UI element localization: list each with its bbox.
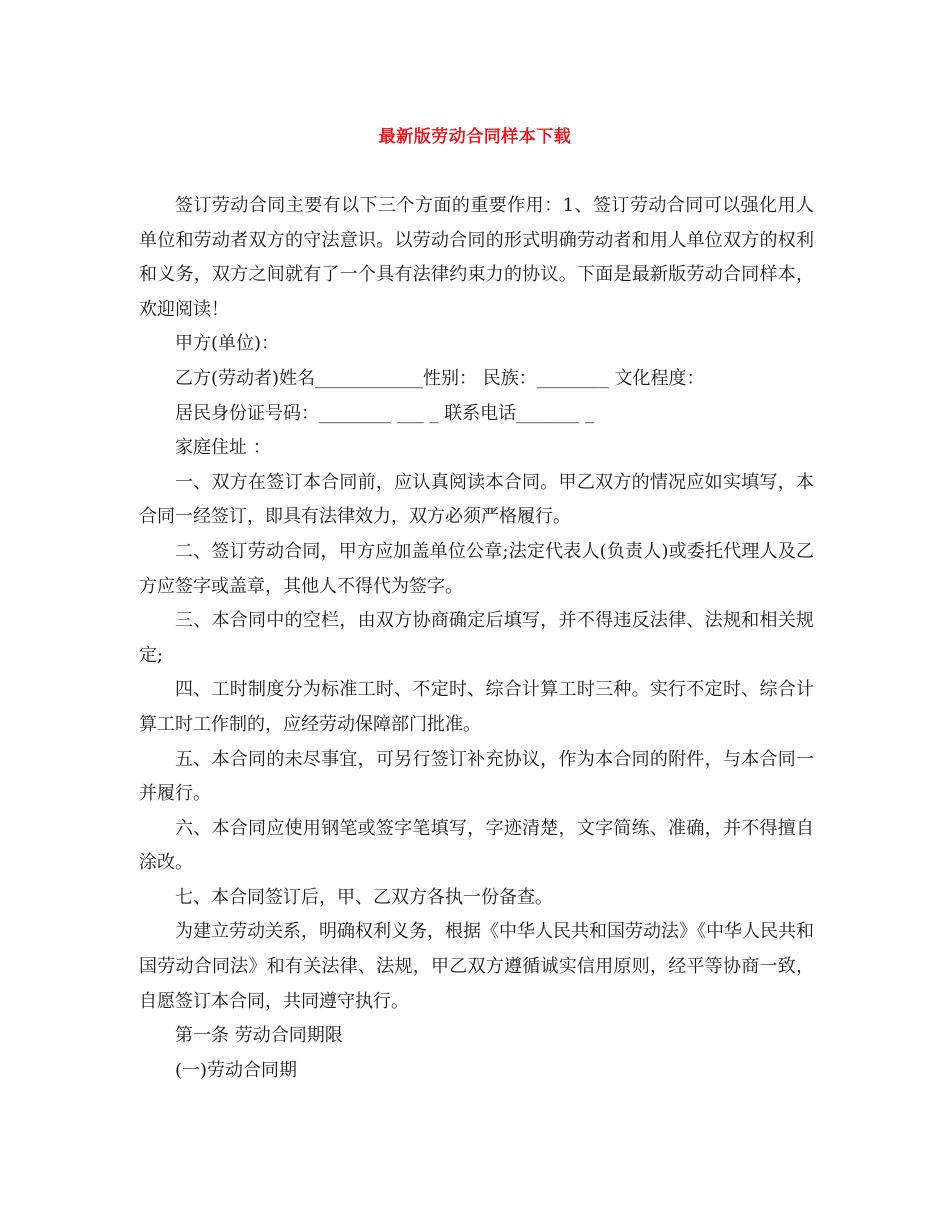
party-a-field: 甲方(单位)： (175, 333, 280, 355)
clause-5: 五、本合同的未尽事宜，可另行签订补充协议，作为本合同的附件，与本合同一并履行。 (139, 748, 814, 805)
clause-7: 七、本合同签订后，甲、乙双方各执一份备查。 (175, 886, 553, 908)
clause-2: 二、签订劳动合同，甲方应加盖单位公章;法定代表人(负责人)或委托代理人及乙方应签字或盖章，其他人不得代为签字。 (139, 540, 814, 597)
preamble-paragraph: 为建立劳动关系，明确权利义务，根据《中华人民共和国劳动法》《中华人民共和国劳动合同法》和有关法律、法规，甲乙双方遵循诚实信用原则，经平等协商一致，自愿签订本合同，共同遵守执行。 (139, 921, 814, 1012)
clause-3: 三、本合同中的空栏，由双方协商确定后填写，并不得违反法律、法规和相关规定; (139, 610, 814, 666)
article-1-heading: 第一条 劳动合同期限 (175, 1025, 343, 1047)
intro-paragraph: 签订劳动合同主要有以下三个方面的重要作用：1、签订劳动合同可以强化用人单位和劳动者双方的守法意识。以劳动合同的形式明确劳动者和用人单位双方的权利和义务，双方之间就有了一个具有法律约束力的协议。下面是最新版劳动合同样本，欢迎阅读！ (139, 195, 814, 320)
party-b-info-line: 乙方(劳动者)姓名____________性别： 民族：________ 文化程度： (175, 367, 705, 389)
clause-1: 一、双方在签订本合同前，应认真阅读本合同。甲乙双方的情况应如实填写，本合同一经签订，即具有法律效力，双方必须严格履行。 (139, 471, 814, 528)
article-1-item-1: (一)劳动合同期 (175, 1059, 298, 1081)
id-phone-line: 居民身份证号码：________ ___ _ 联系电话_______ _ (175, 402, 594, 424)
document-title: 最新版劳动合同样本下载 (378, 127, 572, 147)
home-address-line: 家庭住址 ： (175, 437, 271, 459)
clause-6: 六、本合同应使用钢笔或签字笔填写，字迹清楚，文字简练、准确，并不得擅自涂改。 (139, 817, 814, 874)
document-body (139, 189, 814, 1088)
clause-4: 四、工时制度分为标准工时、不定时、综合计算工时三种。实行不定时、综合计算工时工作制的，应经劳动保障部门批准。 (139, 679, 814, 735)
